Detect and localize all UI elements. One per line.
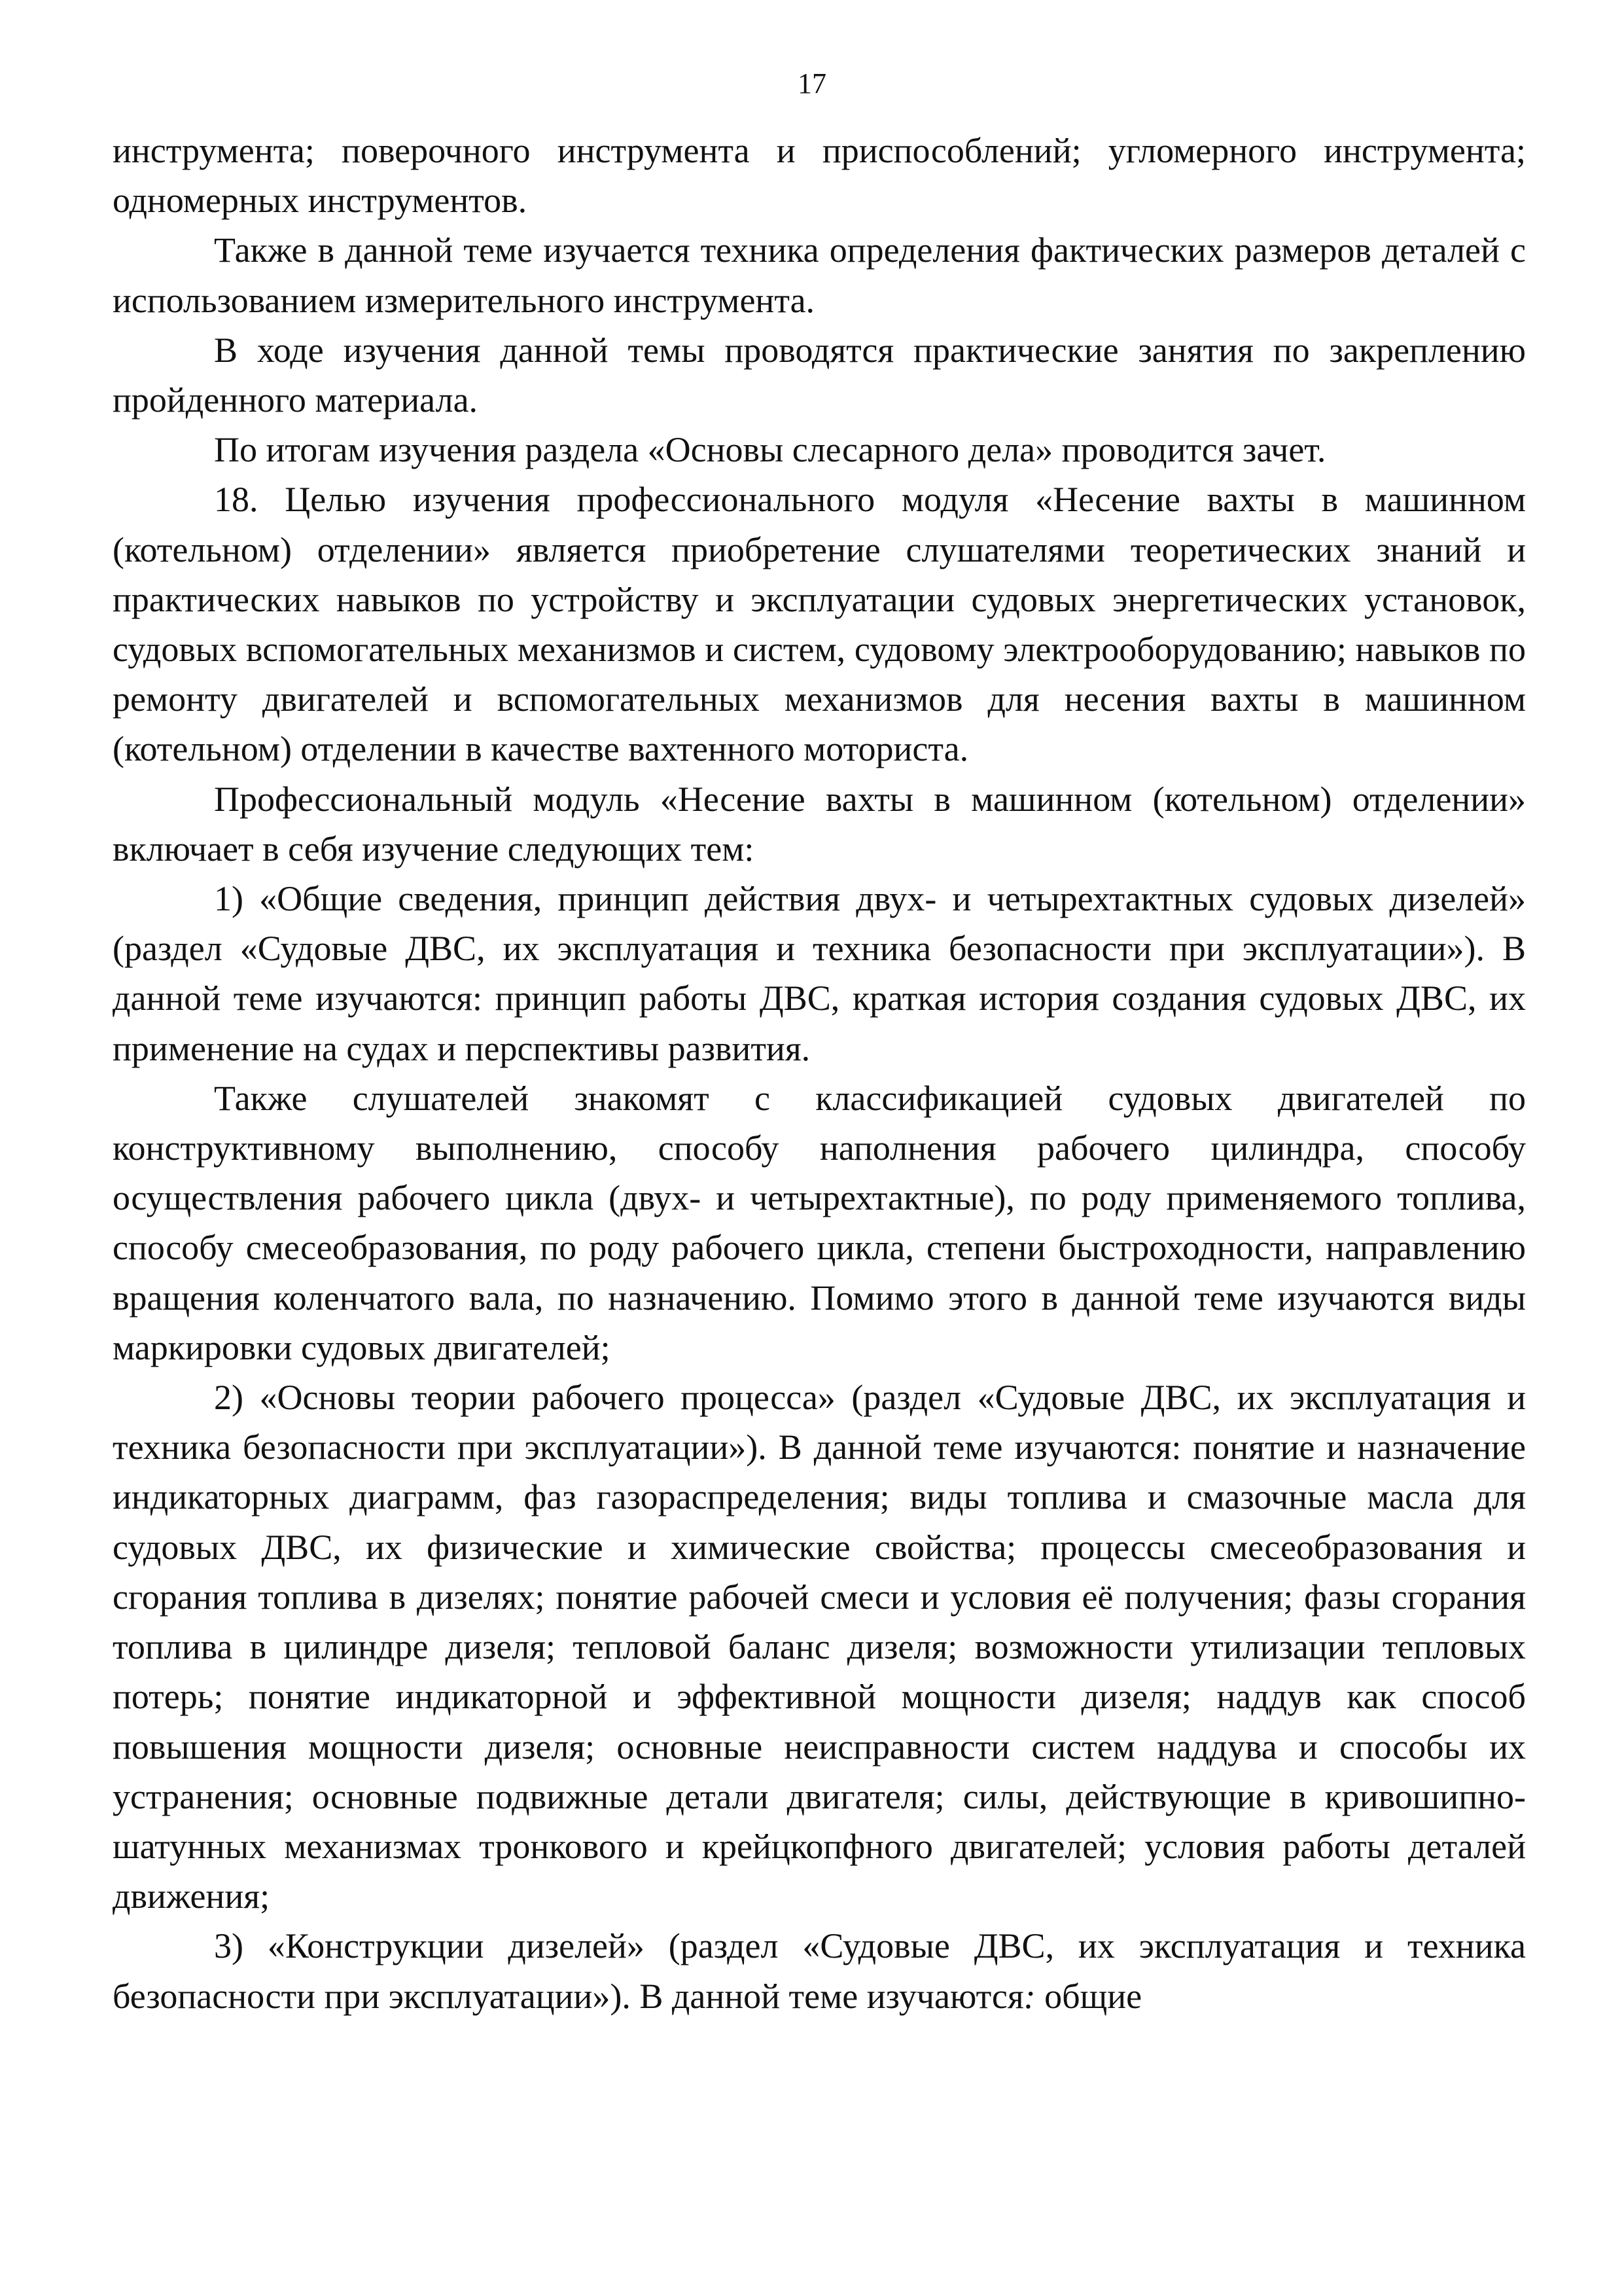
paragraph-tools-list: инструмента; поверочного инструмента и приспособлений; угломерного инструмента; одномерных инструментов. (113, 131, 1526, 221)
paragraph-topic-2: 2) «Основы теории рабочего процесса» (раздел «Судовые ДВС, их эксплуатация и техника безопасности при эксплуатации»). В данной теме изучаются: понятие и назначение индикаторных диаграмм, фаз газораспределения; виды топлива и смазочные масла для судовых ДВС, их физические и химические свойства; процессы смесеобразования и сгорания топлива в дизелях; понятие рабочей смеси и условия её получения; фазы сгорания топлива в цилиндре дизеля; тепловой баланс дизеля; возможности утилизации тепловых потерь; понятие индикаторной и эффективной мощности дизеля; наддув как способ повышения мощности дизеля; основные неисправности систем наддува и способы их устранения; основные подвижные детали двигателя; силы, действующие в кривошипно-шатунных механизмах тронкового и крейцкопфного двигателей; условия работы деталей движения; (113, 1378, 1526, 1916)
page-number: 17 (798, 67, 826, 99)
paragraph-topic-1: 1) «Общие сведения, принцип действия двух- и четырехтактных судовых дизелей» (раздел «Судовые ДВС, их эксплуатация и техника безопасности при эксплуатации»). В данной теме изучаются: принцип работы ДВС, краткая история создания судовых ДВС, их применение на судах и перспективы развития. (113, 879, 1526, 1068)
paragraph-measurement-technique: Также в данной теме изучается техника определения фактических размеров деталей с использованием измерительного инструмента. (113, 230, 1526, 320)
paragraph-practical-lessons: В ходе изучения данной темы проводятся практические занятия по закреплению пройденного материала. (113, 330, 1526, 420)
paragraph-item-18-module-goal: 18. Целью изучения профессионального модуля «Несение вахты в машинном (котельном) отделении» является приобретение слушателями теоретических знаний и практических навыков по устройству и эксплуатации судовых энергетических установок, судовых вспомогательных механизмов и систем, судовому электрооборудованию; навыков по ремонту двигателей и вспомогательных механизмов для несения вахты в машинном (котельном) отделении в качестве вахтенного моториста. (113, 480, 1526, 769)
paragraph-topic-3-colon: : (1023, 1976, 1036, 2016)
paragraph-topic-3-tail: общие (1035, 1976, 1142, 2016)
paragraph-locksmith-credit: По итогам изучения раздела «Основы слесарного дела» проводится зачет. (214, 430, 1326, 470)
document-body (113, 126, 1526, 2021)
paragraph-topic-3 (113, 1921, 1526, 2020)
paragraph-topic-3-text: 3) «Конструкции дизелей» (раздел «Судовые ДВС, их эксплуатация и техника безопасности при эксплуатации»). В данной теме изучаются (113, 1926, 1526, 2016)
paragraph-module-topics-intro: Профессиональный модуль «Несение вахты в машинном (котельном) отделении» включает в себя изучение следующих тем: (113, 779, 1526, 869)
paragraph-topic-1-classification: Также слушателей знакомят с классификацией судовых двигателей по конструктивному выполнению, способу наполнения рабочего цилиндра, способу осуществления рабочего цикла (двух- и четырехтактные), по роду применяемого топлива, способу смесеобразования, по роду рабочего цикла, степени быстроходности, направлению вращения коленчатого вала, по назначению. Помимо этого в данной теме изучаются виды маркировки судовых двигателей; (113, 1078, 1526, 1367)
